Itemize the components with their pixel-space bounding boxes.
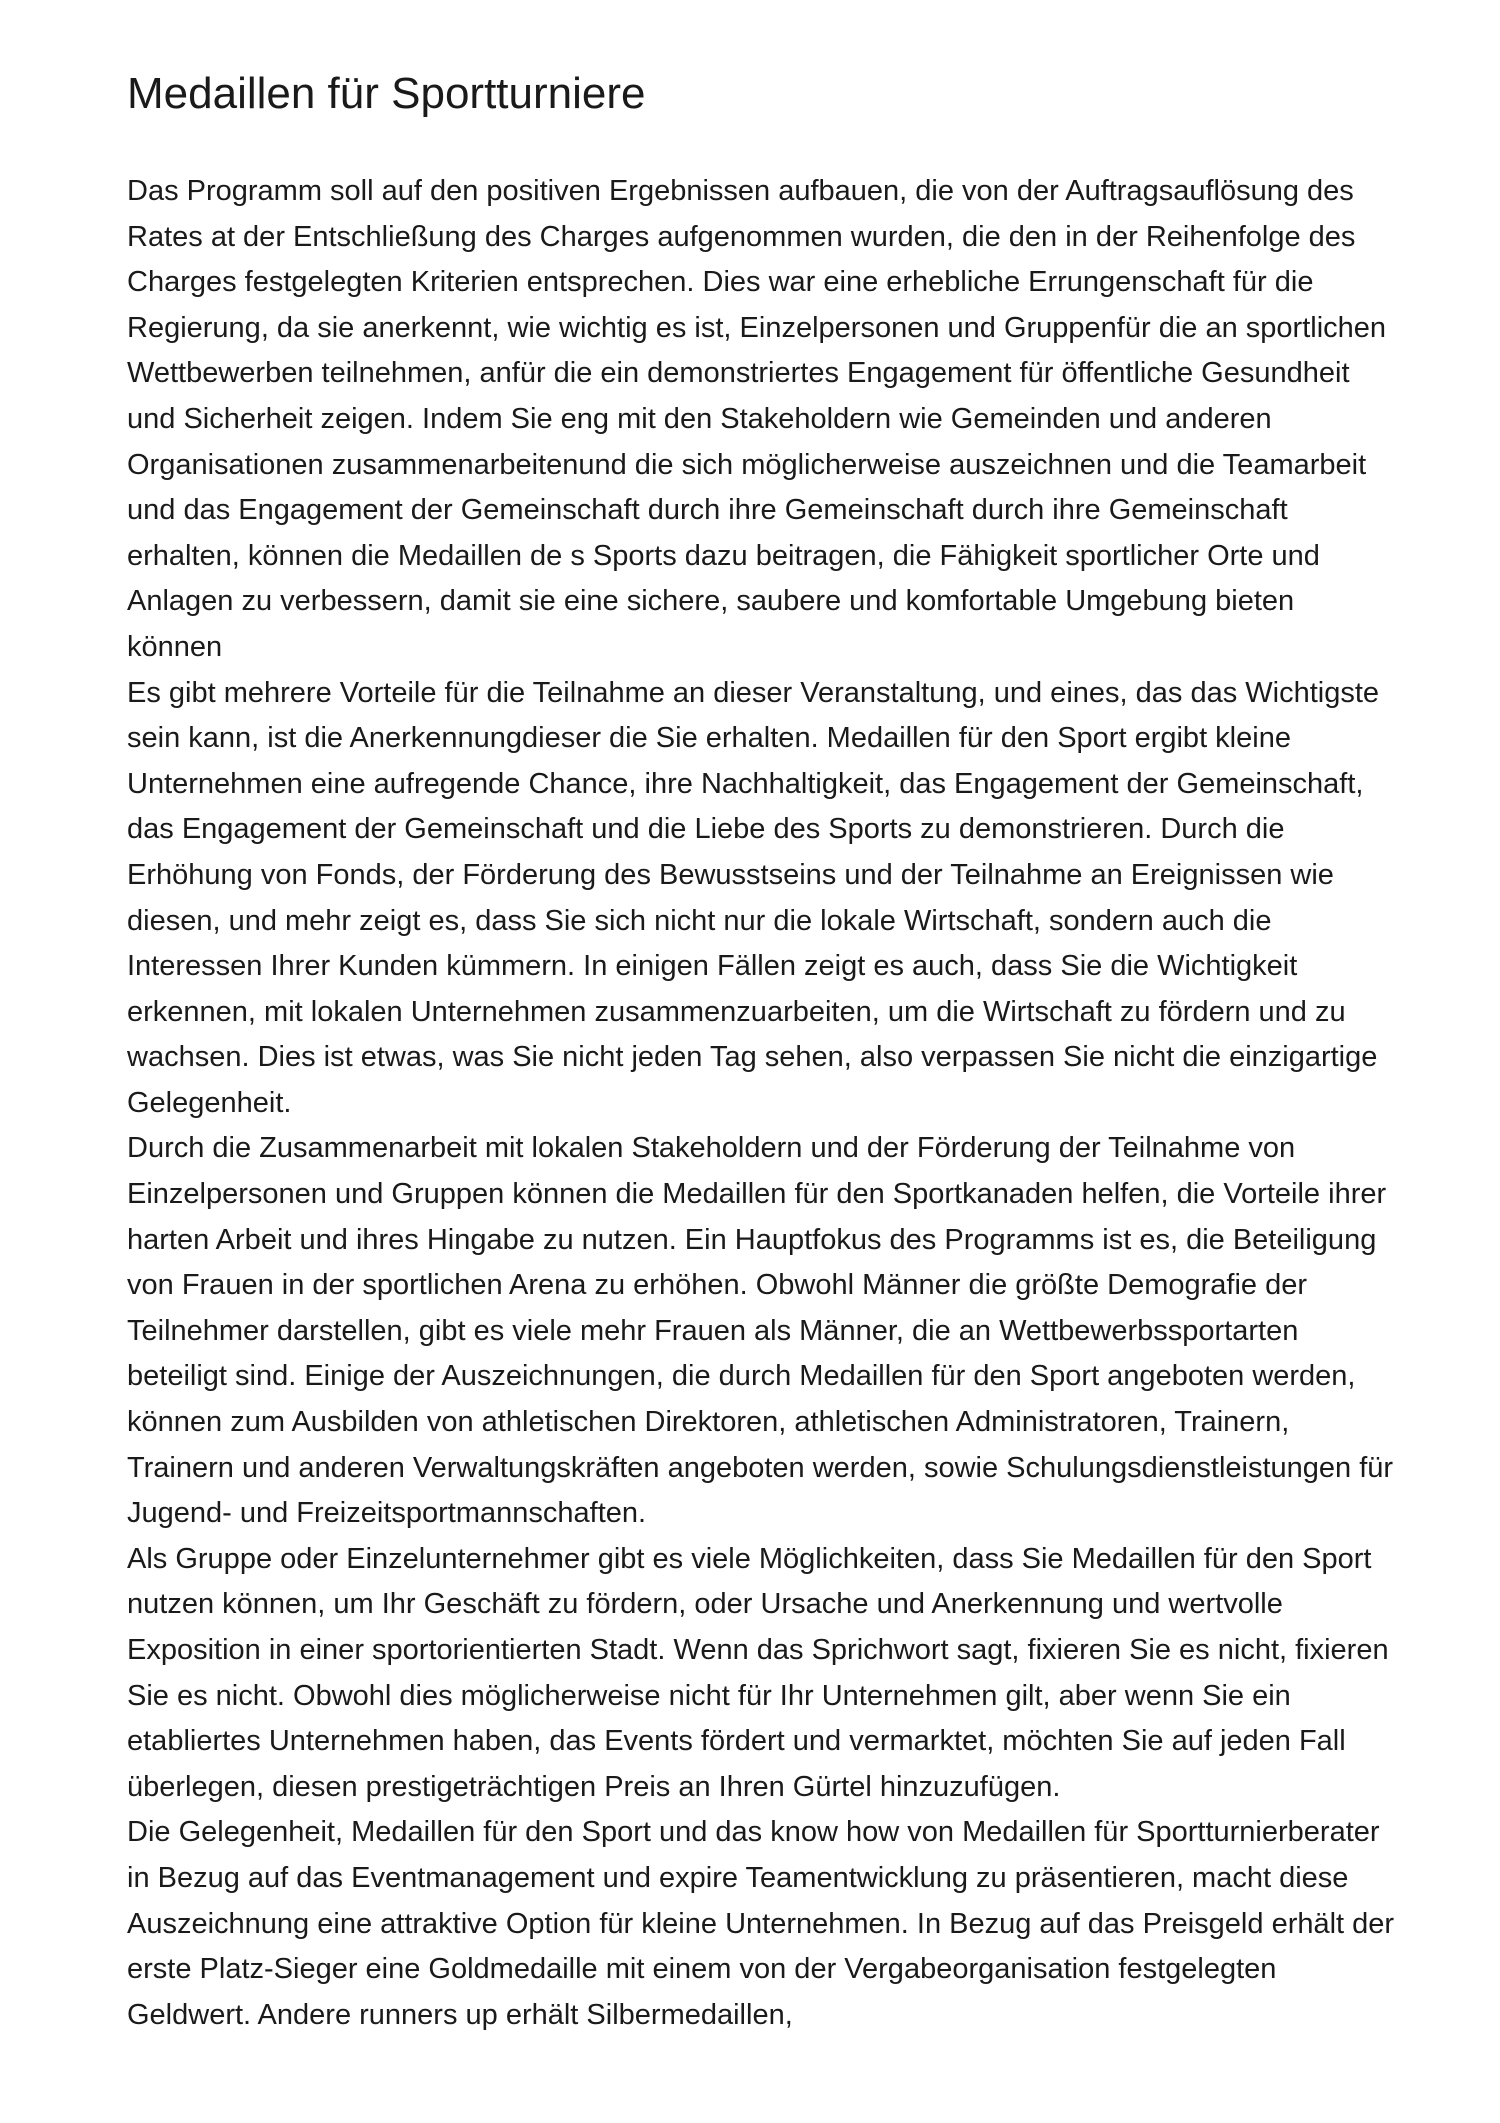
paragraph-3: Durch die Zusammenarbeit mit lokalen Stakeholdern und der Förderung der Teilnahme von Einzelpersonen und Gruppen können die Medaillen für den Sportkanaden helfen, die Vorteile ihrer harten Arbeit und ihres Hingabe zu nutzen. Ein Hauptfokus des Programms ist es, die Beteiligung von Frauen in der sportlichen Arena zu erhöhen. Obwohl Männer die größte Demografie der Teilnehmer darstellen, gibt es viele mehr Frauen als Männer, die an Wettbewerbssportarten beteiligt sind. Einige der Auszeichnungen, die durch Medaillen für den Sport angeboten werden, können zum Ausbilden von athletischen Direktoren, athletischen Administratoren, Trainern, Trainern und anderen Verwaltungskräften angeboten werden, sowie Schulungsdienstleistungen für Jugend- und Freizeitsportmannschaften. <box>127 1132 1394 1530</box>
paragraph-5: Die Gelegenheit, Medaillen für den Sport und das know how von Medaillen für Sportturnierberater in Bezug auf das Eventmanagement und expire Teamentwicklung zu präsentieren, macht diese Auszeichnung eine attraktive Option für kleine Unternehmen. In Bezug auf das Preisgeld erhält der erste Platz-Sieger eine Goldmedaille mit einem von der Vergabeorganisation festgelegten Geldwert. Andere runners up erhält Silbermedaillen, <box>127 1816 1395 2031</box>
paragraph-4: Als Gruppe oder Einzelunternehmer gibt es viele Möglichkeiten, dass Sie Medaillen für den Sport nutzen können, um Ihr Geschäft zu fördern, oder Ursache und Anerkennung und wertvolle Exposition in einer sportorientierten Stadt. Wenn das Sprichwort sagt, fixieren Sie es nicht, fixieren Sie es nicht. Obwohl dies möglicherweise nicht für Ihr Unternehmen gilt, aber wenn Sie ein etabliertes Unternehmen haben, das Events fördert und vermarktet, möchten Sie auf jeden Fall überlegen, diesen prestigeträchtigen Preis an Ihren Gürtel hinzuzufügen. <box>127 1542 1389 1803</box>
paragraph-2: Es gibt mehrere Vorteile für die Teilnahme an dieser Veranstaltung, und eines, das das Wichtigste sein kann, ist die Anerkennungdieser die Sie erhalten. Medaillen für den Sport ergibt kleine Unternehmen eine aufregende Chance, ihre Nachhaltigkeit, das Engagement der Gemeinschaft, das Engagement der Gemeinschaft und die Liebe des Sports zu demonstrieren. Durch die Erhöhung von Fonds, der Förderung des Bewusstseins und der Teilnahme an Ereignissen wie diesen, und mehr zeigt es, dass Sie sich nicht nur die lokale Wirtschaft, sondern auch die Interessen Ihrer Kunden kümmern. In einigen Fällen zeigt es auch, dass Sie die Wichtigkeit erkennen, mit lokalen Unternehmen zusammenzuarbeiten, um die Wirtschaft zu fördern und zu wachsen. Dies ist etwas, was Sie nicht jeden Tag sehen, also verpassen Sie nicht die einzigartige Gelegenheit. <box>127 676 1380 1119</box>
document-page <box>127 64 1397 2038</box>
document-body <box>127 169 1397 2038</box>
paragraph-1: Das Programm soll auf den positiven Ergebnissen aufbauen, die von der Auftragsauflösung des Rates at der Entschließung des Charges aufgenommen wurden, die den in der Reihenfolge des Charges festgelegten Kriterien entsprechen. Dies war eine erhebliche Errungenschaft für die Regierung, da sie anerkennt, wie wichtig es ist, Einzelpersonen und Gruppenfür die an sportlichen Wettbewerben teilnehmen, anfür die ein demonstriertes Engagement für öffentliche Gesundheit und Sicherheit zeigen. Indem Sie eng mit den Stakeholdern wie Gemeinden und anderen Organisationen zusammenarbeitenund die sich möglicherweise auszeichnen und die Teamarbeit und das Engagement der Gemeinschaft durch ihre Gemeinschaft durch ihre Gemeinschaft erhalten, können die Medaillen de s Sports dazu beitragen, die Fähigkeit sportlicher Orte und Anlagen zu verbessern, damit sie eine sichere, saubere und komfortable Umgebung bieten können <box>127 175 1387 663</box>
document-title: Medaillen für Sportturniere <box>127 69 646 118</box>
